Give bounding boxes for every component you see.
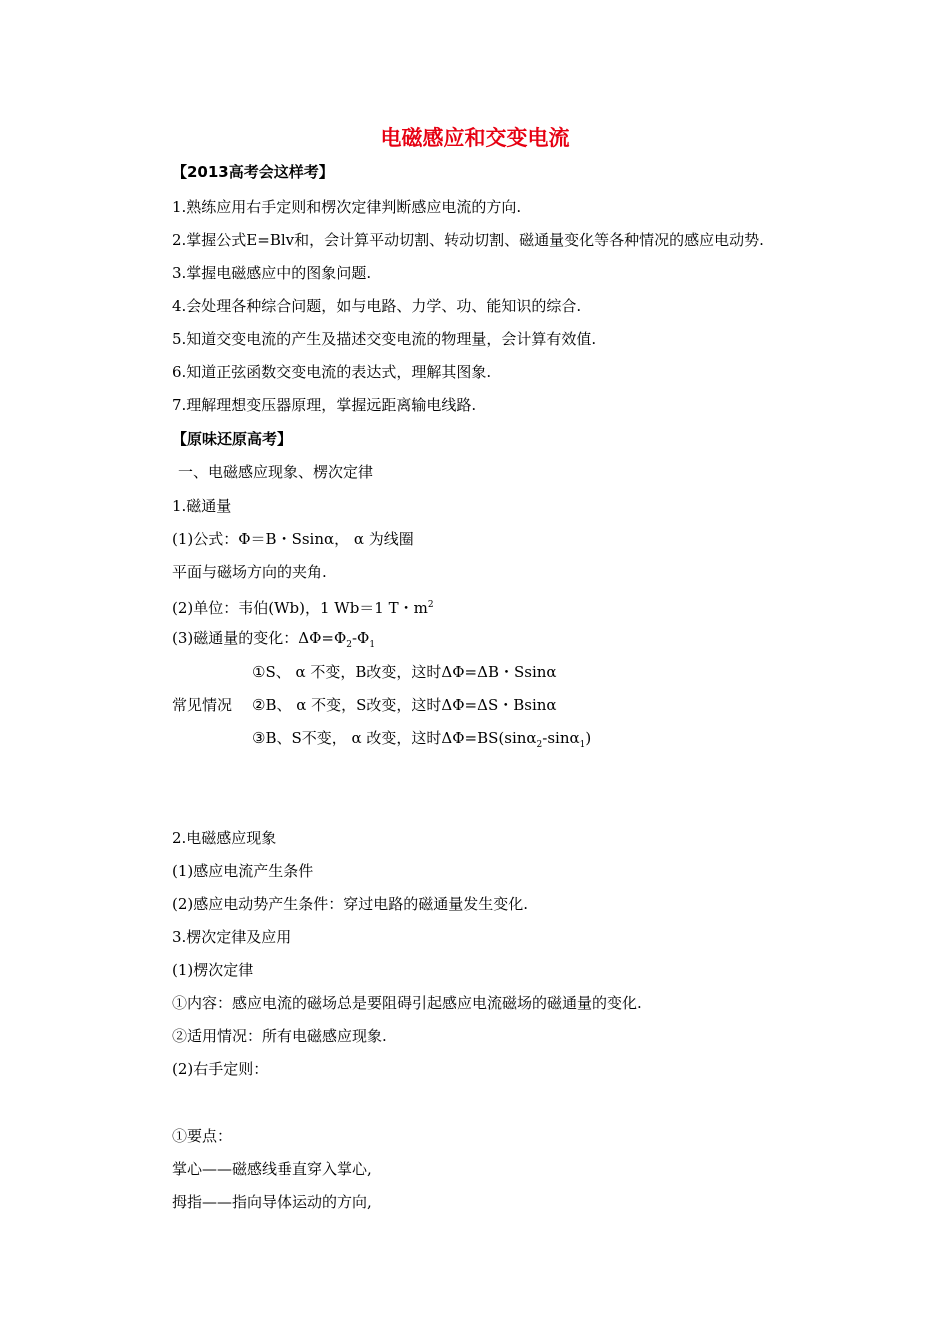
right-hand-rule: (2)右手定则： <box>172 1060 269 1078</box>
goal-item-5: 5.知道交变电流的产生及描述交变电流的物理量，会计算有效值. <box>172 330 597 348</box>
lenz-law: (1)楞次定律 <box>172 961 254 979</box>
common-cases-label: 常见情况 <box>172 696 233 714</box>
part1-heading: 一、电磁感应现象、楞次定律 <box>178 463 374 481</box>
em-condition-emf: (2)感应电动势产生条件：穿过电路的磁通量发生变化. <box>172 895 529 913</box>
goal-item-1: 1.熟练应用右手定则和楞次定律判断感应电流的方向. <box>172 198 522 216</box>
palm-point: 掌心——磁感线垂直穿入掌心, <box>172 1160 372 1178</box>
key-points: ①要点： <box>172 1127 233 1145</box>
goal-item-7: 7.理解理想变压器原理，掌握远距离输电线路. <box>172 396 477 414</box>
flux-change: (3)磁通量的变化：$\Delta\Phi=\Phi_2-\Phi_1$ <box>172 629 376 650</box>
goal-item-3: 3.掌握电磁感应中的图象问题. <box>172 264 372 282</box>
case-2: ②B、 α 不变，S改变，这时ΔΦ=ΔS・Bsinα <box>252 696 557 714</box>
em-heading: 2.电磁感应现象 <box>172 829 277 847</box>
case-3: ③B、S不变， α 改变，这时ΔΦ=BS(sinα$_2$-sinα$_1$) <box>252 729 592 750</box>
case-1: ①S、 α 不变，B改变，这时ΔΦ=ΔB・Ssinα <box>252 663 557 681</box>
goal-item-6: 6.知道正弦函数交变电流的表达式，理解其图象. <box>172 363 492 381</box>
em-condition-current: (1)感应电流产生条件 <box>172 862 314 880</box>
goal-item-4: 4.会处理各种综合问题，如与电路、力学、功、能知识的综合. <box>172 297 582 315</box>
section-heading-original: 【原味还原高考】 <box>172 430 293 448</box>
goal-item-2: 2.掌握公式E=Blv和，会计算平动切割、转动切割、磁通量变化等各种情况的感应电动势. <box>172 231 764 249</box>
lenz-content: ①内容：感应电流的磁场总是要阻碍引起感应电流磁场的磁通量的变化. <box>172 994 642 1012</box>
thumb-point: 拇指——指向导体运动的方向, <box>172 1193 372 1211</box>
flux-heading: 1.磁通量 <box>172 497 232 515</box>
section-heading-2013: 【2013高考会这样考】 <box>172 163 334 181</box>
lenz-heading: 3.楞次定律及应用 <box>172 928 292 946</box>
flux-formula-cont: 平面与磁场方向的夹角. <box>172 563 327 581</box>
page-title: 电磁感应和交变电流 <box>380 126 570 150</box>
flux-unit: (2)单位：韦伯(Wb)，1 Wb＝1 T・$m^2$ <box>172 599 434 617</box>
lenz-scope: ②适用情况：所有电磁感应现象. <box>172 1027 387 1045</box>
flux-formula: (1)公式：Φ＝B・Ssinα， α 为线圈 <box>172 530 414 548</box>
